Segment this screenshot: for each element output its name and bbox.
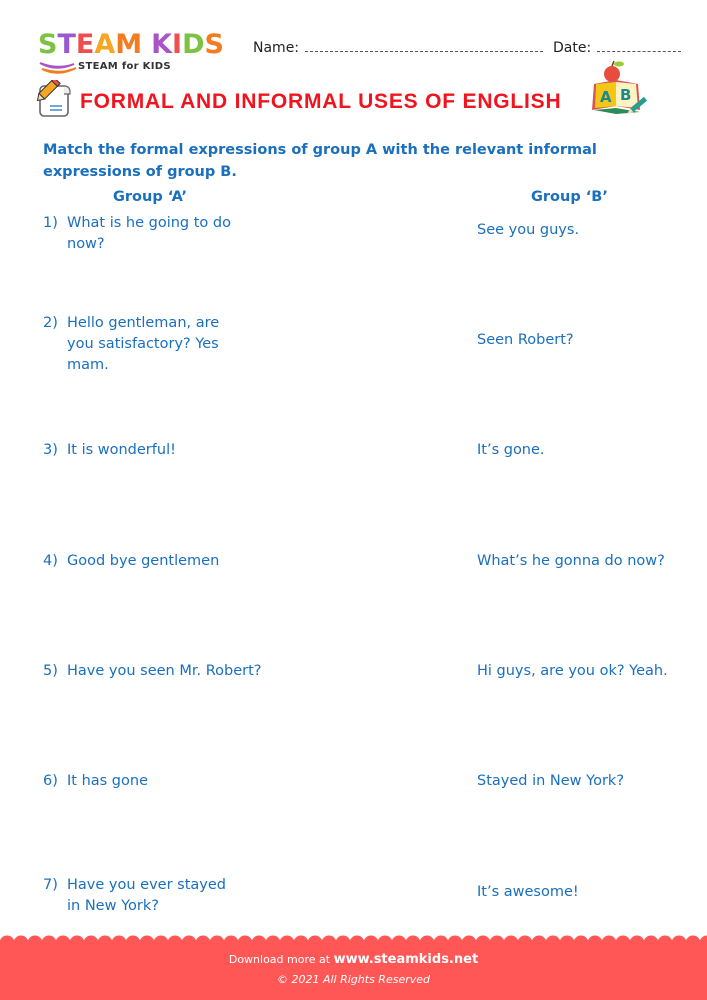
logo-letter: S bbox=[38, 29, 58, 60]
worksheet-title: FORMAL AND INFORMAL USES OF ENGLISH bbox=[80, 90, 562, 113]
date-field[interactable] bbox=[597, 39, 681, 52]
item-text: Have you seen Mr. Robert? bbox=[67, 663, 262, 679]
item-number: 1) bbox=[43, 215, 58, 231]
abc-book-apple-icon bbox=[586, 60, 650, 124]
item-number: 2) bbox=[43, 315, 58, 331]
download-line bbox=[0, 952, 707, 967]
group-b-item-1: See you guys. bbox=[477, 222, 580, 238]
item-text: Hello gentleman, are you satisfactory? Yes mam. bbox=[67, 315, 220, 373]
group-a-item-5 bbox=[43, 661, 323, 682]
group-a-item-1 bbox=[43, 213, 243, 255]
group-b-item-4: What’s he gonna do now? bbox=[477, 553, 665, 569]
group-b-item-2: Seen Robert? bbox=[477, 332, 574, 348]
group-a-item-7 bbox=[43, 875, 243, 917]
group-a-item-3 bbox=[43, 440, 243, 461]
group-a-item-2 bbox=[43, 313, 243, 376]
logo-letter: I bbox=[172, 29, 183, 60]
logo-letter: M bbox=[115, 29, 143, 60]
name-label: Name: bbox=[253, 40, 300, 56]
item-number: 4) bbox=[43, 553, 58, 569]
logo-letter: K bbox=[151, 29, 173, 60]
website-link[interactable]: www.steamkids.net bbox=[333, 952, 479, 967]
name-field[interactable] bbox=[305, 39, 543, 52]
item-number: 7) bbox=[43, 877, 58, 893]
item-number: 3) bbox=[43, 442, 58, 458]
logo-letter: E bbox=[75, 29, 95, 60]
group-a-item-4 bbox=[43, 551, 303, 572]
steam-kids-logo bbox=[38, 30, 238, 75]
item-text: Good bye gentlemen bbox=[67, 553, 220, 569]
group-b-item-5: Hi guys, are you ok? Yeah. bbox=[477, 663, 668, 679]
worksheet-title-row bbox=[34, 80, 684, 125]
logo-subtitle: STEAM for KIDS bbox=[78, 61, 171, 72]
logo-letter: S bbox=[204, 29, 224, 60]
group-a-item-6 bbox=[43, 771, 243, 792]
logo-swoosh-icon bbox=[38, 60, 78, 76]
pencil-paper-icon bbox=[34, 80, 74, 120]
item-number: 6) bbox=[43, 773, 58, 789]
item-text: It is wonderful! bbox=[67, 442, 176, 458]
group-b-heading: Group ‘B’ bbox=[531, 189, 608, 205]
date-label: Date: bbox=[553, 40, 592, 56]
group-a-heading: Group ‘A’ bbox=[113, 189, 188, 205]
scallop-edge bbox=[0, 934, 707, 944]
group-b-item-6: Stayed in New York? bbox=[477, 773, 625, 789]
download-prefix: Download more at bbox=[228, 953, 331, 966]
logo-letter: T bbox=[57, 29, 76, 60]
logo-letter: A bbox=[94, 29, 116, 60]
svg-text:A: A bbox=[600, 88, 612, 106]
logo-letter: D bbox=[182, 29, 205, 60]
name-date-fields bbox=[253, 39, 691, 56]
item-text: It has gone bbox=[67, 773, 148, 789]
logo-wordmark bbox=[38, 30, 224, 60]
instructions-text: Match the formal expressions of group A with the relevant informal expressions of group B. bbox=[43, 142, 597, 180]
item-text: What is he going to do now? bbox=[67, 215, 231, 252]
footer-banner bbox=[0, 942, 707, 1000]
group-b-item-7: It’s awesome! bbox=[477, 884, 579, 900]
group-b-item-3: It’s gone. bbox=[477, 442, 545, 458]
item-number: 5) bbox=[43, 663, 58, 679]
item-text: Have you ever stayed in New York? bbox=[67, 877, 226, 914]
copyright-text: © 2021 All Rights Reserved bbox=[276, 973, 430, 986]
svg-text:B: B bbox=[620, 86, 632, 104]
